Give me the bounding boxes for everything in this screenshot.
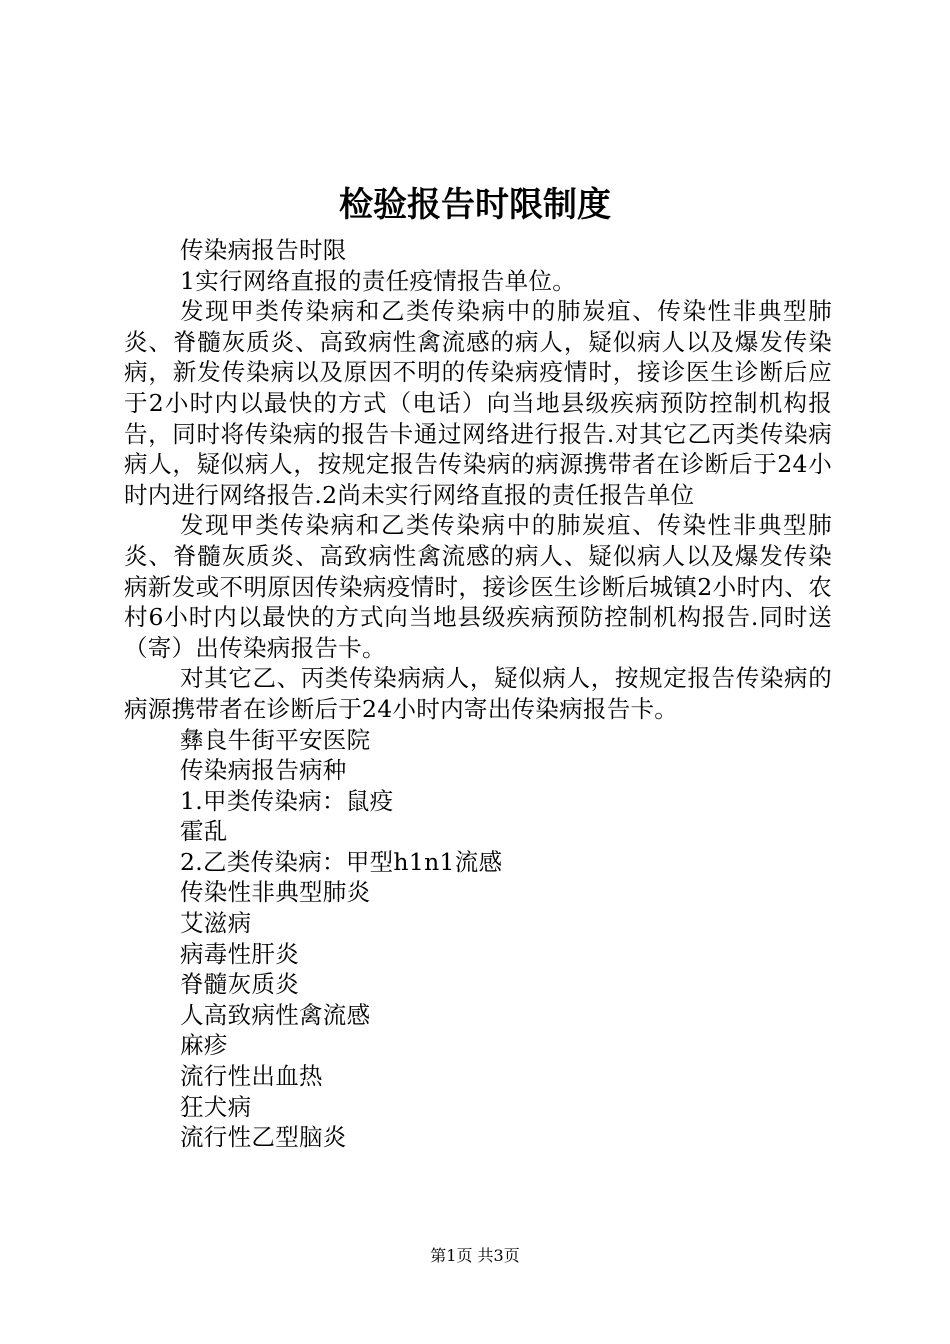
paragraph-non-network-report-rules: 发现甲类传染病和乙类传染病中的肺炭疽、传染性非典型肺炎、脊髓灰质炎、高致病性禽流感的病人、疑似病人以及爆发传染病新发或不明原因传染病疫情时，接诊医生诊断后城镇2小时内、农村6小时内以最快的方式向当地县级疾病预防控制机构报告.同时送（寄）出传染病报告卡。 — [124, 511, 832, 662]
paragraph-network-report-rules: 发现甲类传染病和乙类传染病中的肺炭疽、传染性非典型肺炎、脊髓灰质炎、高致病性禽流感的病人，疑似病人以及爆发传染病，新发传染病以及原因不明的传染病疫情时，接诊医生诊断后应于2小时内以最快的方式（电话）向当地县级疾病预防控制机构报告，同时将传染病的报告卡通过网络进行报告.对其它乙丙类传染病病人，疑似病人，按规定报告传染病的病源携带者在诊断后于24小时内进行网络报告.2尚未实行网络直报的责任报告单位 — [124, 297, 832, 509]
paragraph-other-disease-report: 对其它乙、丙类传染病病人，疑似病人，按规定报告传染病的病源携带者在诊断后于24小时内寄出传染病报告卡。 — [124, 664, 832, 723]
list-item-aids: 艾滋病 — [180, 909, 252, 938]
list-item-rabies: 狂犬病 — [180, 1092, 252, 1121]
paragraph-hospital-name: 彝良牛街平安医院 — [180, 725, 371, 754]
list-item-viral-hepatitis: 病毒性肝炎 — [180, 939, 299, 968]
list-item-sars: 传染性非典型肺炎 — [180, 878, 371, 907]
document-body — [124, 235, 832, 1153]
paragraph-report-time-limit: 传染病报告时限 — [180, 236, 347, 264]
list-item-cholera: 霍乱 — [180, 817, 228, 846]
list-item-class-a: 1.甲类传染病：鼠疫 — [180, 786, 394, 815]
list-item-class-b: 2.乙类传染病：甲型h1n1流感 — [180, 847, 503, 876]
list-item-measles: 麻疹 — [180, 1031, 228, 1060]
paragraph-disease-list-heading: 传染病报告病种 — [180, 756, 347, 785]
list-item-avian-flu: 人高致病性禽流感 — [180, 1000, 371, 1029]
paragraph-network-report-unit: 1实行网络直报的责任疫情报告单位。 — [180, 266, 577, 295]
list-item-hemorrhagic-fever: 流行性出血热 — [180, 1062, 323, 1091]
list-item-polio: 脊髓灰质炎 — [180, 970, 299, 999]
page-footer: 第1页 共3页 — [430, 1246, 520, 1265]
list-item-encephalitis-b: 流行性乙型脑炎 — [180, 1123, 347, 1152]
document-title: 检验报告时限制度 — [339, 185, 611, 225]
